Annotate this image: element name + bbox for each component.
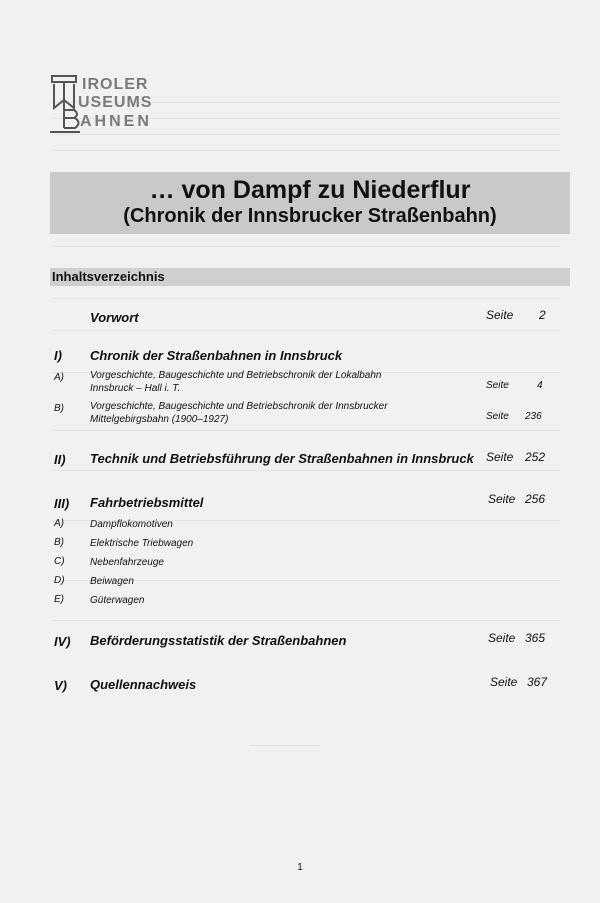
toc-seite-label: Seite: [486, 411, 509, 422]
toc-subsection-title: Elektrische Triebwagen: [90, 538, 194, 549]
toc-page-number: 367: [527, 675, 548, 689]
bleed-line: [52, 620, 560, 621]
toc-page-number: 236: [525, 411, 542, 422]
toc-subsection-letter: B): [54, 403, 64, 414]
page-subtitle: (Chronik der Innsbrucker Straßenbahn): [123, 205, 497, 227]
toc-subsection-title: Beiwagen: [90, 576, 134, 587]
toc-section-number: IV): [54, 634, 71, 649]
toc-seite-label: Seite: [488, 631, 516, 645]
toc-heading: Inhaltsverzeichnis: [52, 269, 165, 284]
toc-seite-label: Seite: [486, 450, 514, 464]
toc-seite-label: Seite: [486, 308, 514, 322]
toc-section-title: Technik und Betriebsführung der Straßenbahnen in Innsbruck: [90, 451, 474, 466]
toc-section-title: Quellennachweis: [90, 677, 197, 692]
bleed-line: [250, 745, 320, 746]
bleed-line: [52, 330, 560, 331]
bleed-line: [52, 246, 560, 247]
toc-section-number: V): [54, 678, 67, 693]
bleed-line: [52, 134, 560, 135]
page-title: … von Dampf zu Niederflur: [149, 176, 471, 204]
toc-subsection-title-cont: Innsbruck – Hall i. T.: [90, 383, 181, 394]
logo-text-line2: USEUMS: [78, 94, 153, 111]
toc-subsection-title: Nebenfahrzeuge: [90, 557, 164, 568]
toc-page-number: 252: [525, 450, 546, 464]
bleed-line: [52, 298, 560, 299]
toc-subsection-letter: A): [54, 518, 64, 529]
bleed-line: [52, 430, 560, 431]
toc-page-number: 2: [539, 308, 546, 322]
logo-text-line3: AHNEN: [80, 113, 152, 130]
toc-page-number: 365: [525, 631, 546, 645]
toc-section-number: I): [54, 348, 62, 363]
toc-entry-vorwort: Vorwort: [90, 310, 139, 325]
toc-subsection-letter: D): [54, 575, 65, 586]
toc-subsection-title: Vorgeschichte, Baugeschichte und Betriebschronik der Lokalbahn: [90, 370, 382, 381]
bleed-line: [52, 470, 560, 471]
toc-subsection-letter: B): [54, 537, 64, 548]
toc-page-number: 256: [525, 492, 546, 506]
toc-section-number: III): [54, 496, 70, 511]
toc-section-title: Beförderungsstatistik der Straßenbahnen: [90, 633, 347, 648]
toc-section-title: Fahrbetriebsmittel: [90, 495, 204, 510]
title-banner: [50, 172, 570, 234]
toc-heading-bar: [50, 268, 570, 286]
toc-seite-label: Seite: [486, 380, 509, 391]
page-number: 1: [297, 862, 303, 873]
tiroler-museumsbahnen-logo: [50, 74, 170, 134]
toc-subsection-title: Güterwagen: [90, 595, 145, 606]
toc-section-title: Chronik der Straßenbahnen in Innsbruck: [90, 348, 343, 363]
toc-seite-label: Seite: [490, 675, 518, 689]
toc-subsection-title-cont: Mittelgebirgsbahn (1900–1927): [90, 414, 229, 425]
toc-subsection-letter: C): [54, 556, 65, 567]
toc-subsection-letter: A): [54, 372, 64, 383]
bleed-line: [52, 150, 560, 151]
toc-subsection-title: Dampflokomotiven: [90, 519, 173, 530]
toc-subsection-letter: E): [54, 594, 64, 605]
toc-seite-label: Seite: [488, 492, 516, 506]
toc-subsection-title: Vorgeschichte, Baugeschichte und Betriebschronik der Innsbrucker: [90, 401, 388, 412]
toc-section-number: II): [54, 452, 66, 467]
toc-page-number: 4: [537, 380, 543, 391]
logo-text-line1: IROLER: [82, 76, 149, 93]
